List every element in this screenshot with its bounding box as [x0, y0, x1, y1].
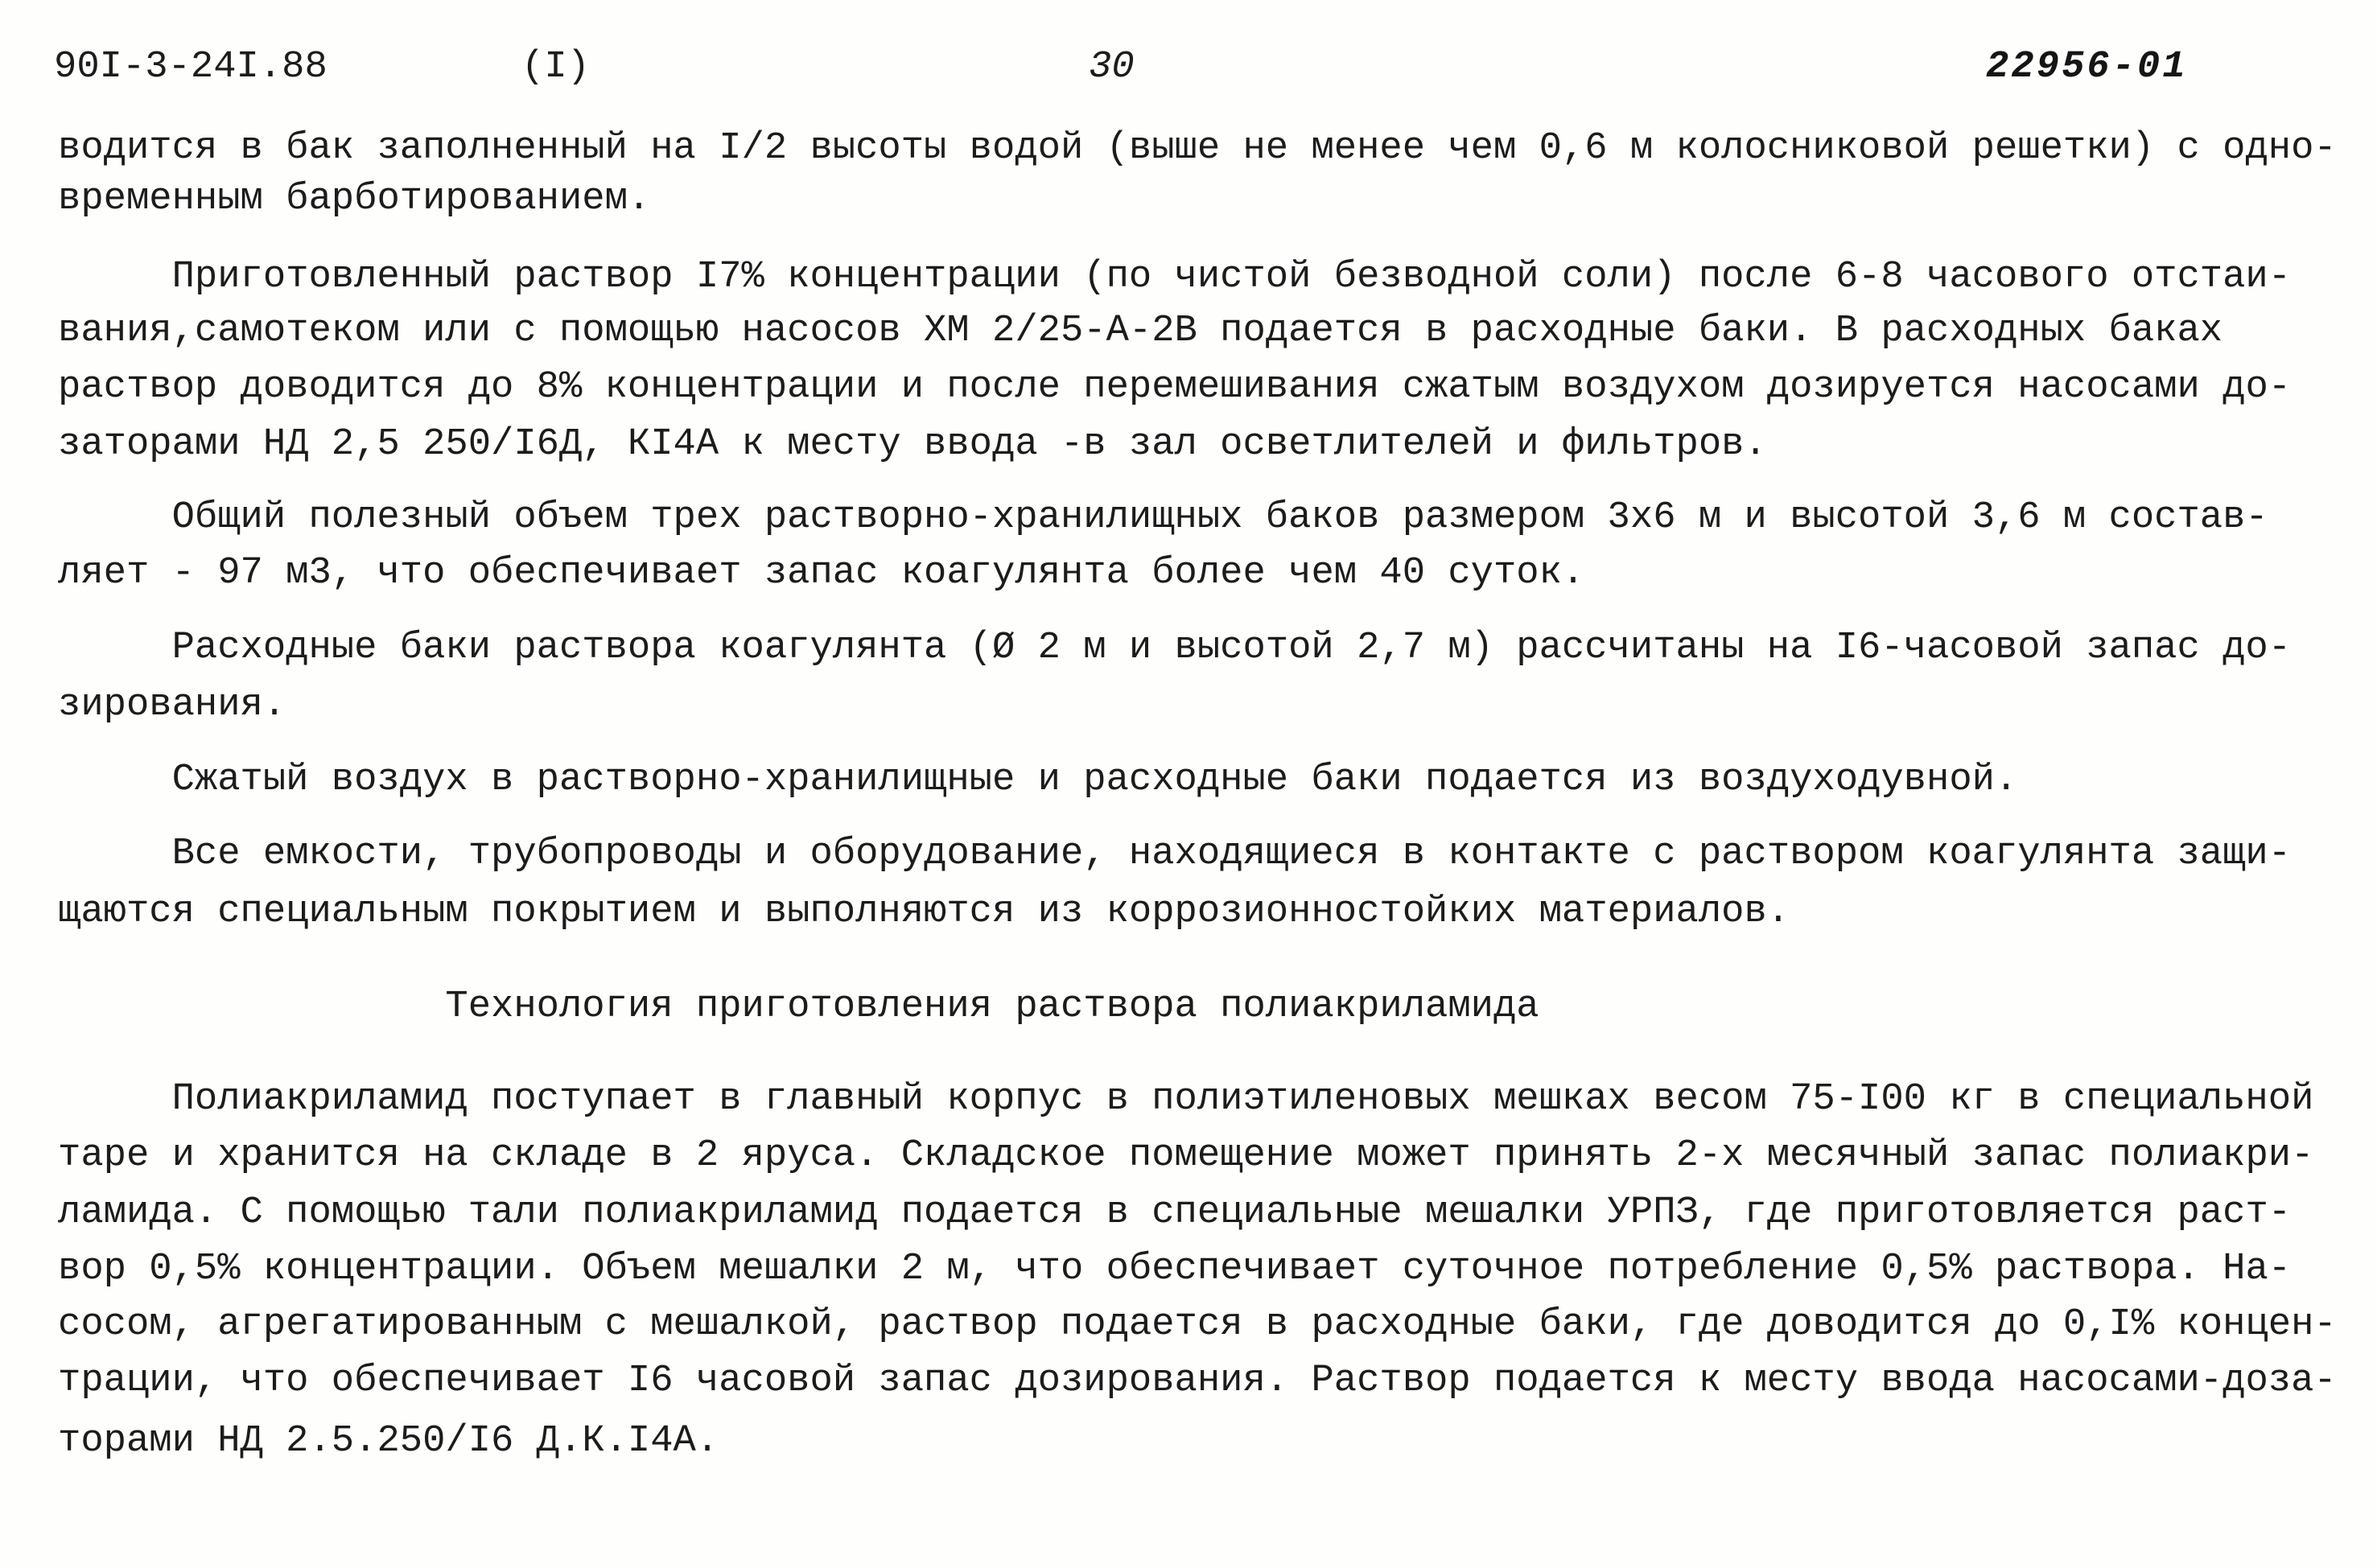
text-line: Приготовленный раствор I7% концентрации (по чистой безводной соли) после 6-8 часового отстаи- [171, 256, 2292, 298]
text-line: таре и хранится на складе в 2 яруса. Складское помещение может принять 2-х месячный запас полиакри- [58, 1134, 2314, 1177]
text-line: зирования. [58, 684, 286, 726]
inventory-stamp-number: 22956-01 [1986, 46, 2188, 88]
text-line: ламида. С помощью тали полиакриламид подается в специальные мешалки УРПЗ, где приготовляется раст- [58, 1191, 2292, 1234]
text-line: вор 0,5% концентрации. Объем мешалки 2 м, что обеспечивает суточное потребление 0,5% раствора. На- [58, 1248, 2292, 1290]
text-line: водится в бак заполненный на I/2 высоты водой (выше не менее чем 0,6 м колосниковой решетки) с одно- [58, 127, 2337, 170]
text-line: Расходные баки раствора коагулянта (Ø 2 м и высотой 2,7 м) рассчитаны на I6-часовой запас до- [171, 627, 2292, 669]
text-line: заторами НД 2,5 250/I6Д, КI4А к месту ввода -в зал осветлителей и фильтров. [58, 423, 1767, 466]
text-line: Сжатый воздух в растворно-хранилищные и расходные баки подается из воздуходувной. [171, 759, 2018, 801]
section-heading: Технология приготовления раствора полиакриламида [445, 986, 1539, 1028]
text-line: трации, что обеспечивает I6 часовой запас дозирования. Раствор подается к месту ввода насосами-доза- [58, 1360, 2337, 1402]
text-line: сосом, агрегатированным с мешалкой, раствор подается в расходные баки, где доводится до 0,I% концен- [58, 1303, 2337, 1346]
text-line: Полиакриламид поступает в главный корпус в полиэтиленовых мешках весом 75-I00 кг в специальной [171, 1078, 2314, 1121]
part-number: (I) [521, 46, 590, 88]
text-line: ляет - 97 м3, что обеспечивает запас коагулянта более чем 40 суток. [58, 552, 1585, 595]
page-number: 30 [1089, 46, 1135, 88]
document-code: 90I-3-24I.88 [54, 46, 328, 88]
text-line: Все емкости, трубопроводы и оборудование, находящиеся в контакте с раствором коагулянта защи- [171, 833, 2292, 875]
text-line: временным барботированием. [58, 178, 651, 220]
text-line: раствор доводится до 8% концентрации и после перемешивания сжатым воздухом дозируется насосами до- [58, 366, 2292, 409]
text-line: вания,самотеком или с помощью насосов ХМ 2/25-А-2В подается в расходные баки. В расходных баках [58, 310, 2223, 352]
text-line: торами НД 2.5.250/I6 Д.К.I4А. [58, 1420, 719, 1463]
text-line: щаются специальным покрытием и выполняются из коррозионностойких материалов. [58, 891, 1790, 933]
text-line: Общий полезный объем трех растворно-хранилищных баков размером 3х6 м и высотой 3,6 м состав- [171, 496, 2268, 539]
